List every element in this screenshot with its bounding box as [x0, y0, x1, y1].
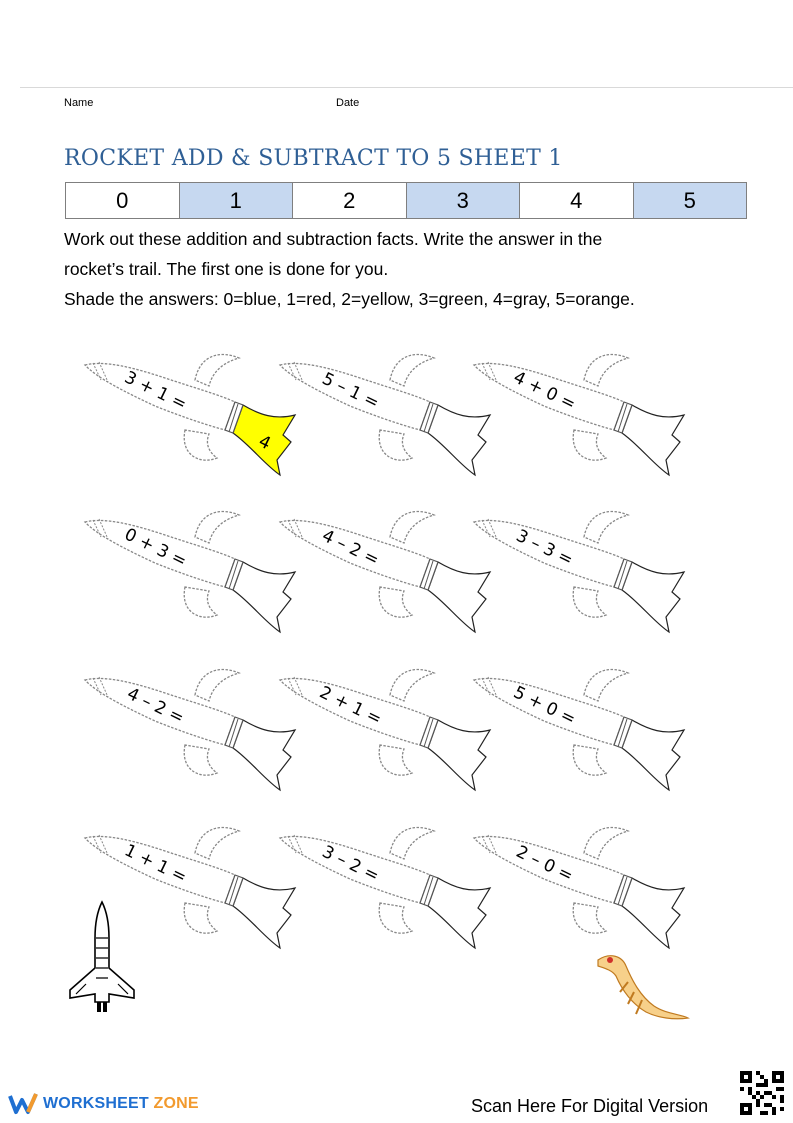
- rocket-body: [280, 511, 438, 617]
- name-label: Name: [64, 97, 94, 109]
- lizard-icon: [588, 948, 693, 1026]
- brand-accent: ZONE: [153, 1095, 199, 1112]
- rocket-trail[interactable]: [622, 562, 684, 632]
- number-cell: 3: [406, 183, 520, 219]
- rocket-body: [474, 827, 632, 933]
- rocket-equation: 5 + 0 =: [510, 682, 579, 730]
- rocket: [280, 669, 490, 790]
- rocket-trail[interactable]: [622, 720, 684, 790]
- brand-main: WORKSHEET: [43, 1095, 149, 1112]
- rocket-trail[interactable]: [233, 878, 295, 948]
- rocket-equation: 3 + 1 =: [121, 367, 190, 415]
- rocket-body: [474, 669, 632, 775]
- rocket-body: [474, 511, 632, 617]
- rocket-equation: 3 – 3 =: [512, 525, 577, 571]
- rocket-trail[interactable]: [622, 878, 684, 948]
- number-cell: 4: [520, 183, 634, 219]
- instruction-line: Work out these addition and subtraction facts. Write the answer in the: [64, 229, 603, 249]
- rocket-equation: 2 – 0 =: [512, 841, 577, 887]
- rocket-equation: 5 – 1 =: [318, 368, 383, 414]
- worksheetzone-logo-icon: [8, 1092, 38, 1116]
- rocket-body: [280, 354, 438, 460]
- rocket-trail[interactable]: [233, 720, 295, 790]
- instruction-line: Shade the answers: 0=blue, 1=red, 2=yellow, 3=green, 4=gray, 5=orange.: [64, 289, 635, 309]
- number-cell: 2: [293, 183, 407, 219]
- rocket: [474, 827, 684, 948]
- rocket: [280, 354, 490, 475]
- rocket-trail[interactable]: [233, 562, 295, 632]
- number-cell: 5: [633, 183, 747, 219]
- rocket-trail[interactable]: [428, 720, 490, 790]
- rocket-trail[interactable]: [428, 562, 490, 632]
- rocket-trail[interactable]: [622, 405, 684, 475]
- rocket: [85, 669, 295, 790]
- brand-name: [43, 1095, 199, 1113]
- rocket: [474, 354, 684, 475]
- space-shuttle-icon: [62, 898, 142, 1018]
- rocket-equation: 3 – 2 =: [318, 841, 383, 887]
- scan-text: Scan Here For Digital Version: [471, 1096, 709, 1116]
- rocket: [474, 511, 684, 632]
- rocket-body: [280, 827, 438, 933]
- rocket: [280, 827, 490, 948]
- qr-code-icon[interactable]: [740, 1071, 784, 1115]
- brand-logo: [8, 1092, 199, 1116]
- rocket-body: [280, 669, 438, 775]
- rocket-body: [85, 354, 243, 460]
- rocket-equation: 4 + 0 =: [510, 367, 579, 415]
- rocket-answer: 4: [255, 431, 274, 455]
- rocket-equation: 2 + 1 =: [316, 682, 385, 730]
- rocket: [280, 511, 490, 632]
- rocket: [85, 354, 295, 475]
- number-cell: 0: [66, 183, 180, 219]
- rocket-equation: 1 + 1 =: [121, 840, 190, 888]
- date-label: Date: [336, 97, 360, 109]
- rocket-equation: 4 – 2 =: [318, 525, 383, 571]
- instruction-line: rocket’s trail. The first one is done for you.: [64, 259, 389, 279]
- rocket-equation: 4 – 2 =: [123, 683, 188, 729]
- rocket: [474, 669, 684, 790]
- rocket: [85, 511, 295, 632]
- page-title: ROCKET ADD & SUBTRACT TO 5 SHEET 1: [64, 146, 563, 171]
- rocket-trail[interactable]: [428, 878, 490, 948]
- rocket-equation: 0 + 3 =: [121, 524, 190, 572]
- rocket-trail[interactable]: [428, 405, 490, 475]
- rocket-body: [474, 354, 632, 460]
- rocket-body: [85, 669, 243, 775]
- rocket-body: [85, 511, 243, 617]
- number-cell: 1: [179, 183, 293, 219]
